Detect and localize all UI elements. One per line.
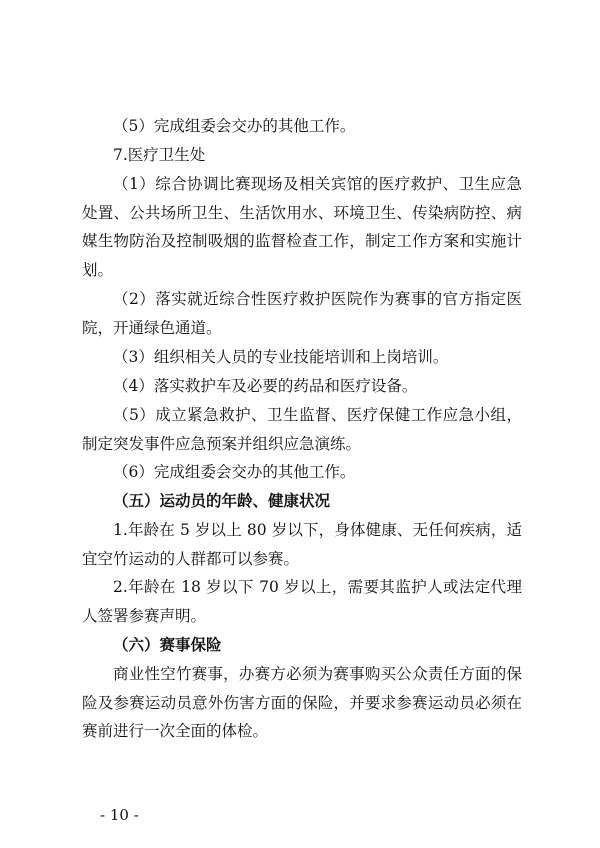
paragraph-medical-3: （3）组织相关人员的专业技能培训和上岗培训。 xyxy=(113,348,449,366)
page-number: - 10 - xyxy=(100,806,139,824)
paragraph-medical-6: （6）完成组委会交办的其他工作。 xyxy=(113,463,356,481)
paragraph-medical-4: （4）落实救护车及必要的药品和医疗设备。 xyxy=(113,377,418,395)
section-athlete-health-heading: （五）运动员的年龄、健康状况 xyxy=(113,491,331,510)
paragraph-medical-2: （2）落实就近综合性医疗救护医院作为赛事的官方指定医院，开通绿色通道。 xyxy=(82,290,522,337)
paragraph-age-2: 2.年龄在 18 岁以下 70 岁以上，需要其监护人或法定代理人签署参赛声明。 xyxy=(82,578,522,625)
paragraph-medical-1: （1）综合协调比赛现场及相关宾馆的医疗救护、卫生应急处置、公共场所卫生、生活饮用水、环境卫生、传染病防控、病媒生物防治及控制吸烟的监督检查工作，制定工作方案和实施计划。 xyxy=(82,175,522,279)
paragraph-medical-5: （5）成立紧急救护、卫生监督、医疗保健工作应急小组，制定突发事件应急预案并组织应急演练。 xyxy=(82,406,522,453)
paragraph-task-5: （5）完成组委会交办的其他工作。 xyxy=(113,117,356,135)
section-insurance-heading: （六）赛事保险 xyxy=(113,635,222,654)
paragraph-insurance: 商业性空竹赛事，办赛方必须为赛事购买公众责任方面的保险及参赛运动员意外伤害方面的保险，并要求参赛运动员必须在赛前进行一次全面的体检。 xyxy=(82,665,522,741)
section-medical-heading: 7.医疗卫生处 xyxy=(113,146,206,164)
paragraph-age-1: 1.年龄在 5 岁以上 80 岁以下，身体健康、无任何疾病，适宜空竹运动的人群都可以参赛。 xyxy=(82,521,522,568)
